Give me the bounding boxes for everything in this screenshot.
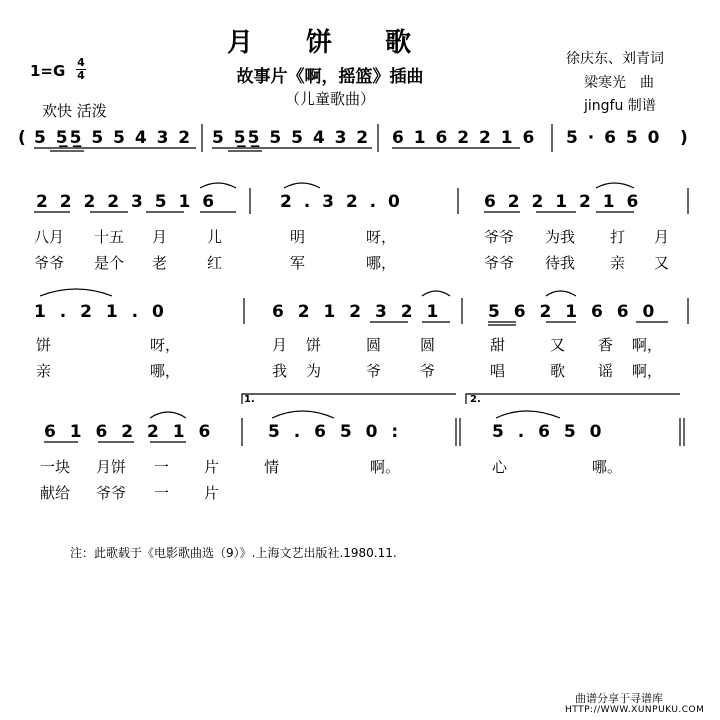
slur [40,289,112,296]
lyric-l1v2-1: 是个 [94,254,125,272]
lyric-l3v2-3: 片 [204,484,220,502]
lyric-l1v1-1: 十五 [94,228,125,246]
lyric-l3v2-1: 爷爷 [96,484,127,502]
line1-measure-1: 2 2 2 2 3 5 1 6 [36,192,218,212]
lyric-l2v2-4: 爷 [366,362,382,380]
lyric-l1v1-2: 月 [152,228,168,246]
lyric-l1v1-0: 八月 [34,228,65,246]
slur [284,183,320,188]
slur [422,291,450,296]
ending-bracket [466,394,680,404]
lyric-l2v1-1: 呀， [150,336,181,354]
intro-measure-2: 5 5̲5̲ 5 5 4 3 2 [212,128,371,148]
lyric-l3v1-0: 一块 [40,458,71,476]
lyric-l3v1-1: 月饼 [96,458,127,476]
lyric-l1v2-9: 又 [654,254,670,272]
lyric-l1v1-4: 明 [290,228,306,246]
lyric-l1v2-8: 亲 [610,254,626,272]
ending-1-label: 1. [244,394,255,405]
lyric-l2v1-5: 圆 [420,336,436,354]
time-sig-top: 4 [77,56,85,69]
lyric-l3v2-0: 献给 [40,484,71,502]
lyric-l1v1-9: 月 [654,228,670,246]
line2-measure-2: 6 2 1 2 3 2 1 [272,302,443,322]
ending-2-label: 2. [470,394,481,405]
lyric-l2v1-0: 饼 [36,336,52,354]
slur [272,411,334,418]
line2-measure-1: 1 . 2 1 . 0 [34,302,168,322]
lyric-l3v1-5: 啊。 [370,458,401,476]
slur [150,412,186,418]
key-signature: 1=G [30,62,66,80]
lyric-l2v2-3: 为 [306,362,322,380]
lyricist-credit: 徐庆东、刘青词 [566,51,664,67]
lyric-l3v1-6: 心 [492,458,508,476]
lyric-l3v1-4: 情 [264,458,280,476]
lyric-l3v1-2: 一 [154,458,170,476]
lyric-l2v2-9: 啊， [632,362,663,380]
lyric-l1v2-2: 老 [152,254,168,272]
intro-close-paren: ) [680,128,688,148]
lyric-l2v1-9: 啊， [632,336,663,354]
time-sig-bottom: 4 [77,69,85,82]
lyric-l2v2-2: 我 [272,362,288,380]
line3-measure-2: 5 . 6 5 0 : [268,422,403,442]
lyric-l2v1-7: 又 [550,336,566,354]
lyric-l2v2-8: 谣 [598,362,614,380]
lyric-l2v1-4: 圆 [366,336,382,354]
lyric-l1v1-6: 爷爷 [484,228,515,246]
lyric-l1v1-3: 儿 [207,228,223,246]
slur [200,183,236,188]
watermark-url[interactable]: HTTP://WWW.XUNPUKU.COM [565,705,705,715]
lyric-l1v2-6: 爷爷 [484,254,515,272]
lyric-l2v1-2: 月 [272,336,288,354]
ending-bracket [242,394,456,404]
intro-measure-1: 5 5̲5̲ 5 5 4 3 2 [34,128,193,148]
lyric-l3v2-2: 一 [154,484,170,502]
slur [596,183,634,188]
lyric-l1v2-5: 哪， [366,254,397,272]
lyric-l2v2-7: 歌 [550,362,566,380]
composer-credit: 梁寒光 曲 [584,75,654,91]
watermark-text: 曲谱分享于寻谱库 [575,692,663,705]
intro-open-paren: ( [18,128,26,148]
lyric-l1v2-3: 红 [207,254,223,272]
lyric-l1v1-5: 呀， [366,228,397,246]
song-subtitle: 故事片《啊，摇篮》插曲 [236,67,424,87]
lyric-l2v1-3: 饼 [306,336,322,354]
engraver-credit: jingfu 制谱 [584,98,656,114]
line3-measure-1: 6 1 6 2 2 1 6 [44,422,215,442]
song-title: 月 饼 歌 [226,28,434,58]
line1-measure-2: 2 . 3 2 . 0 [280,192,403,212]
tempo-marking: 欢快 活泼 [42,102,107,120]
lyric-l2v2-5: 爷 [420,362,436,380]
song-category: （儿童歌曲） [284,90,375,108]
lyric-l2v2-0: 亲 [36,362,52,380]
lyric-l2v1-8: 香 [598,336,614,354]
footnote: 注：此歌载于《电影歌曲选（9）》.上海文艺出版社.1980.11. [70,546,397,560]
intro-measure-4: 5 · 6 5 0 [566,128,662,148]
lyric-l3v1-3: 片 [204,458,220,476]
line1-measure-3: 6 2 2 1 2 1 6 [484,192,642,212]
slur [546,291,576,296]
lyric-l1v2-4: 军 [290,254,306,272]
line3-measure-3: 5 . 6 5 0 [492,422,606,442]
intro-measure-3: 6 1 6 2 2 1 6 [392,128,537,148]
slur [496,411,560,418]
lyric-l1v2-0: 爷爷 [34,254,65,272]
lyric-l3v1-7: 哪。 [592,458,623,476]
lyric-l2v2-1: 哪， [150,362,181,380]
lyric-l1v1-7: 为我 [545,228,576,246]
lyric-l2v2-6: 唱 [490,362,506,380]
lyric-l2v1-6: 甜 [490,336,506,354]
lyric-l1v1-8: 打 [610,228,626,246]
lyric-l1v2-7: 待我 [545,254,576,272]
line2-measure-3: 5 6 2 1 6 6 0 [488,302,659,322]
